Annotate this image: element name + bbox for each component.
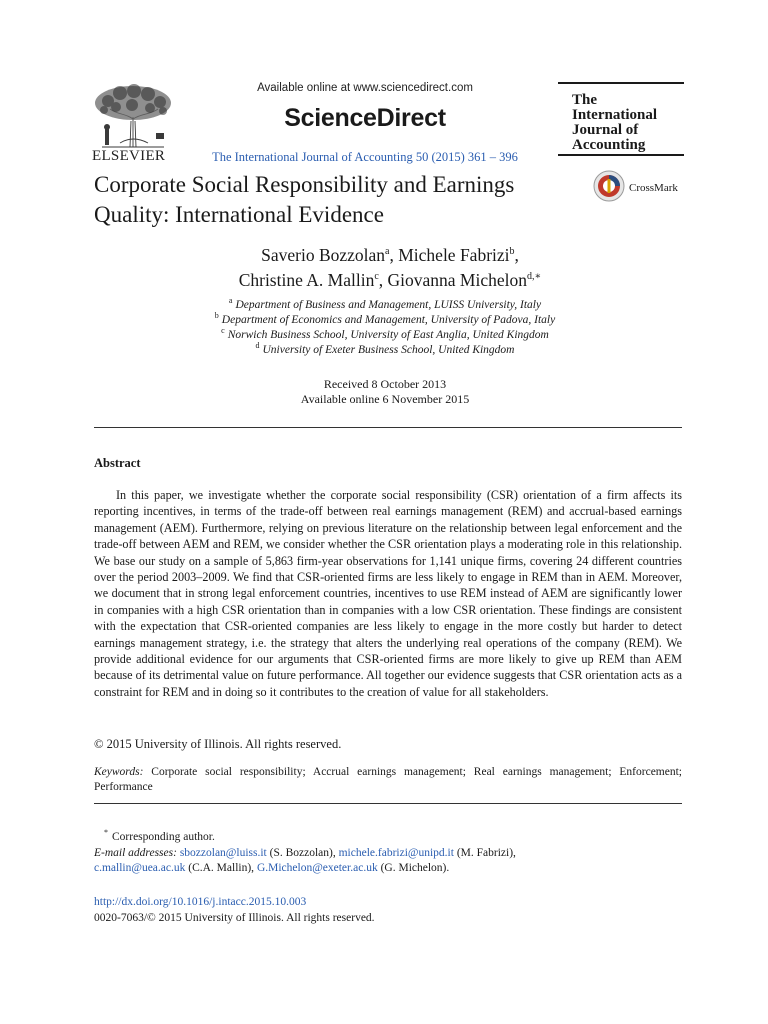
keywords-text: Corporate social responsibility; Accrual earnings management; Real earnings management; Enforcement; Performance xyxy=(94,766,682,793)
affiliation-key: b xyxy=(214,311,219,321)
article-dates xyxy=(200,377,570,407)
corresponding-author-note xyxy=(94,830,682,846)
email-link[interactable]: G.Michelon@exeter.ac.uk xyxy=(256,862,378,874)
author-separator: , xyxy=(514,245,519,265)
doi-block xyxy=(94,895,682,926)
doi-link[interactable]: http://dx.doi.org/10.1016/j.intacc.2015.10.003 xyxy=(94,896,307,908)
abstract-text: In this paper, we investigate whether the corporate social responsibility (CSR) orientation of a firm affects its reporting incentives, in terms of the trade-off between real earnings management (REM) and accrual-based earnings management (AEM). Furthermore, relying on previous literature on the relationship between legal enforcement and the trade-off between AEM and REM, we consider whether the CSR orientation plays a moderating role in this relationship. We base our study on a sample of 5,863 firm-year observations for 1,141 unique firms, covering 24 different countries over the period 2003–2009. We find that CSR-oriented firms are less likely to engage in REM than in AEM. Moreover, we document that in strong legal enforcement countries, incentives to use REM instead of AEM are significantly lower in companies with a high CSR orientation than in companies with a low CSR orientation. These findings are consistent with the expectation that CSR-oriented companies are less likely to engage in the more costly but harder to detect earnings management strategy, i.e. the strategy that alters the underlying real operations of the company (REM). We provide additional evidence for our arguments that CSR-oriented firms are more likely to give up REM than AEM because of its detrimental value on future performance. All together our evidence suggests that CSR orientation acts as a constraint for REM and in doing so it contributes to the creation of value for all stakeholders. xyxy=(94,488,682,699)
affiliation-text: Department of Business and Management, LUISS University, Italy xyxy=(235,299,542,311)
corresponding-author-text: Corresponding author. xyxy=(112,831,215,843)
affiliation-text: Norwich Business School, University of East Anglia, United Kingdom xyxy=(227,329,549,341)
affiliation-text: Department of Economics and Management, University of Padova, Italy xyxy=(221,314,556,326)
affiliation-text: University of Exeter Business School, United Kingdom xyxy=(262,344,515,356)
email-link[interactable]: c.mallin@uea.ac.uk xyxy=(94,862,186,874)
email-line-2 xyxy=(94,861,682,877)
email-line-1 xyxy=(94,846,682,862)
footnote-star: * xyxy=(104,828,108,838)
email-owner: (G. Michelon). xyxy=(377,862,450,874)
affiliation-key: c xyxy=(221,326,225,336)
keywords xyxy=(94,765,682,795)
affiliation-list xyxy=(150,298,620,358)
section-divider xyxy=(94,803,682,804)
footnotes xyxy=(94,830,682,877)
author-separator: , xyxy=(389,245,399,265)
author-affiliation-mark: c xyxy=(374,271,379,283)
crossmark-icon xyxy=(593,170,625,202)
affiliation-item xyxy=(150,328,620,343)
issn-copyright: 0020-7063/© 2015 University of Illinois. All rights reserved. xyxy=(94,911,375,924)
email-link[interactable]: sbozzolan@luiss.it xyxy=(179,846,267,859)
crossmark-button[interactable] xyxy=(593,170,693,204)
email-link[interactable]: michele.fabrizi@unipd.it xyxy=(338,846,454,859)
affiliation-item xyxy=(150,343,620,358)
affiliation-key: a xyxy=(228,296,233,306)
sciencedirect-wordmark: ScienceDirect xyxy=(284,104,446,132)
publisher-name: ELSEVIER xyxy=(92,148,166,164)
available-online-text: Available online at www.sciencedirect.com xyxy=(257,82,473,94)
author-affiliation-mark: a xyxy=(385,246,390,258)
email-label: E-mail addresses: xyxy=(94,846,177,859)
abstract-heading: Abstract xyxy=(94,456,141,470)
author-name[interactable]: Saverio Bozzolan xyxy=(261,245,386,265)
available-online-date: Available online 6 November 2015 xyxy=(300,392,470,406)
article-title: Corporate Social Responsibility and Earnings Quality: International Evidence xyxy=(94,172,515,227)
author-name[interactable]: Christine A. Mallin xyxy=(238,270,375,290)
crossmark-label: CrossMark xyxy=(629,182,678,194)
author-name[interactable]: Giovanna Michelon xyxy=(387,270,527,290)
keywords-label: Keywords: xyxy=(94,766,144,778)
author-separator: , xyxy=(378,270,388,290)
email-owner: (C.A. Mallin), xyxy=(185,862,257,874)
email-owner: (S. Bozzolan), xyxy=(266,846,339,859)
section-divider xyxy=(94,427,682,428)
author-affiliation-mark: b xyxy=(509,246,515,258)
author-name[interactable]: Michele Fabrizi xyxy=(398,245,510,265)
affiliation-key: d xyxy=(255,341,260,351)
email-owner: (M. Fabrizi), xyxy=(453,846,516,859)
abstract-copyright: © 2015 University of Illinois. All rights reserved. xyxy=(94,737,342,751)
journal-cover-title: The International Journal of Accounting xyxy=(572,92,658,153)
author-list xyxy=(180,243,600,293)
affiliation-item xyxy=(150,298,620,313)
journal-cover-logo xyxy=(558,82,684,156)
received-date: Received 8 October 2013 xyxy=(323,377,447,391)
author-affiliation-mark: d,∗ xyxy=(527,271,542,283)
journal-citation-link[interactable]: The International Journal of Accounting 50 (2015) 361 – 396 xyxy=(212,150,518,164)
